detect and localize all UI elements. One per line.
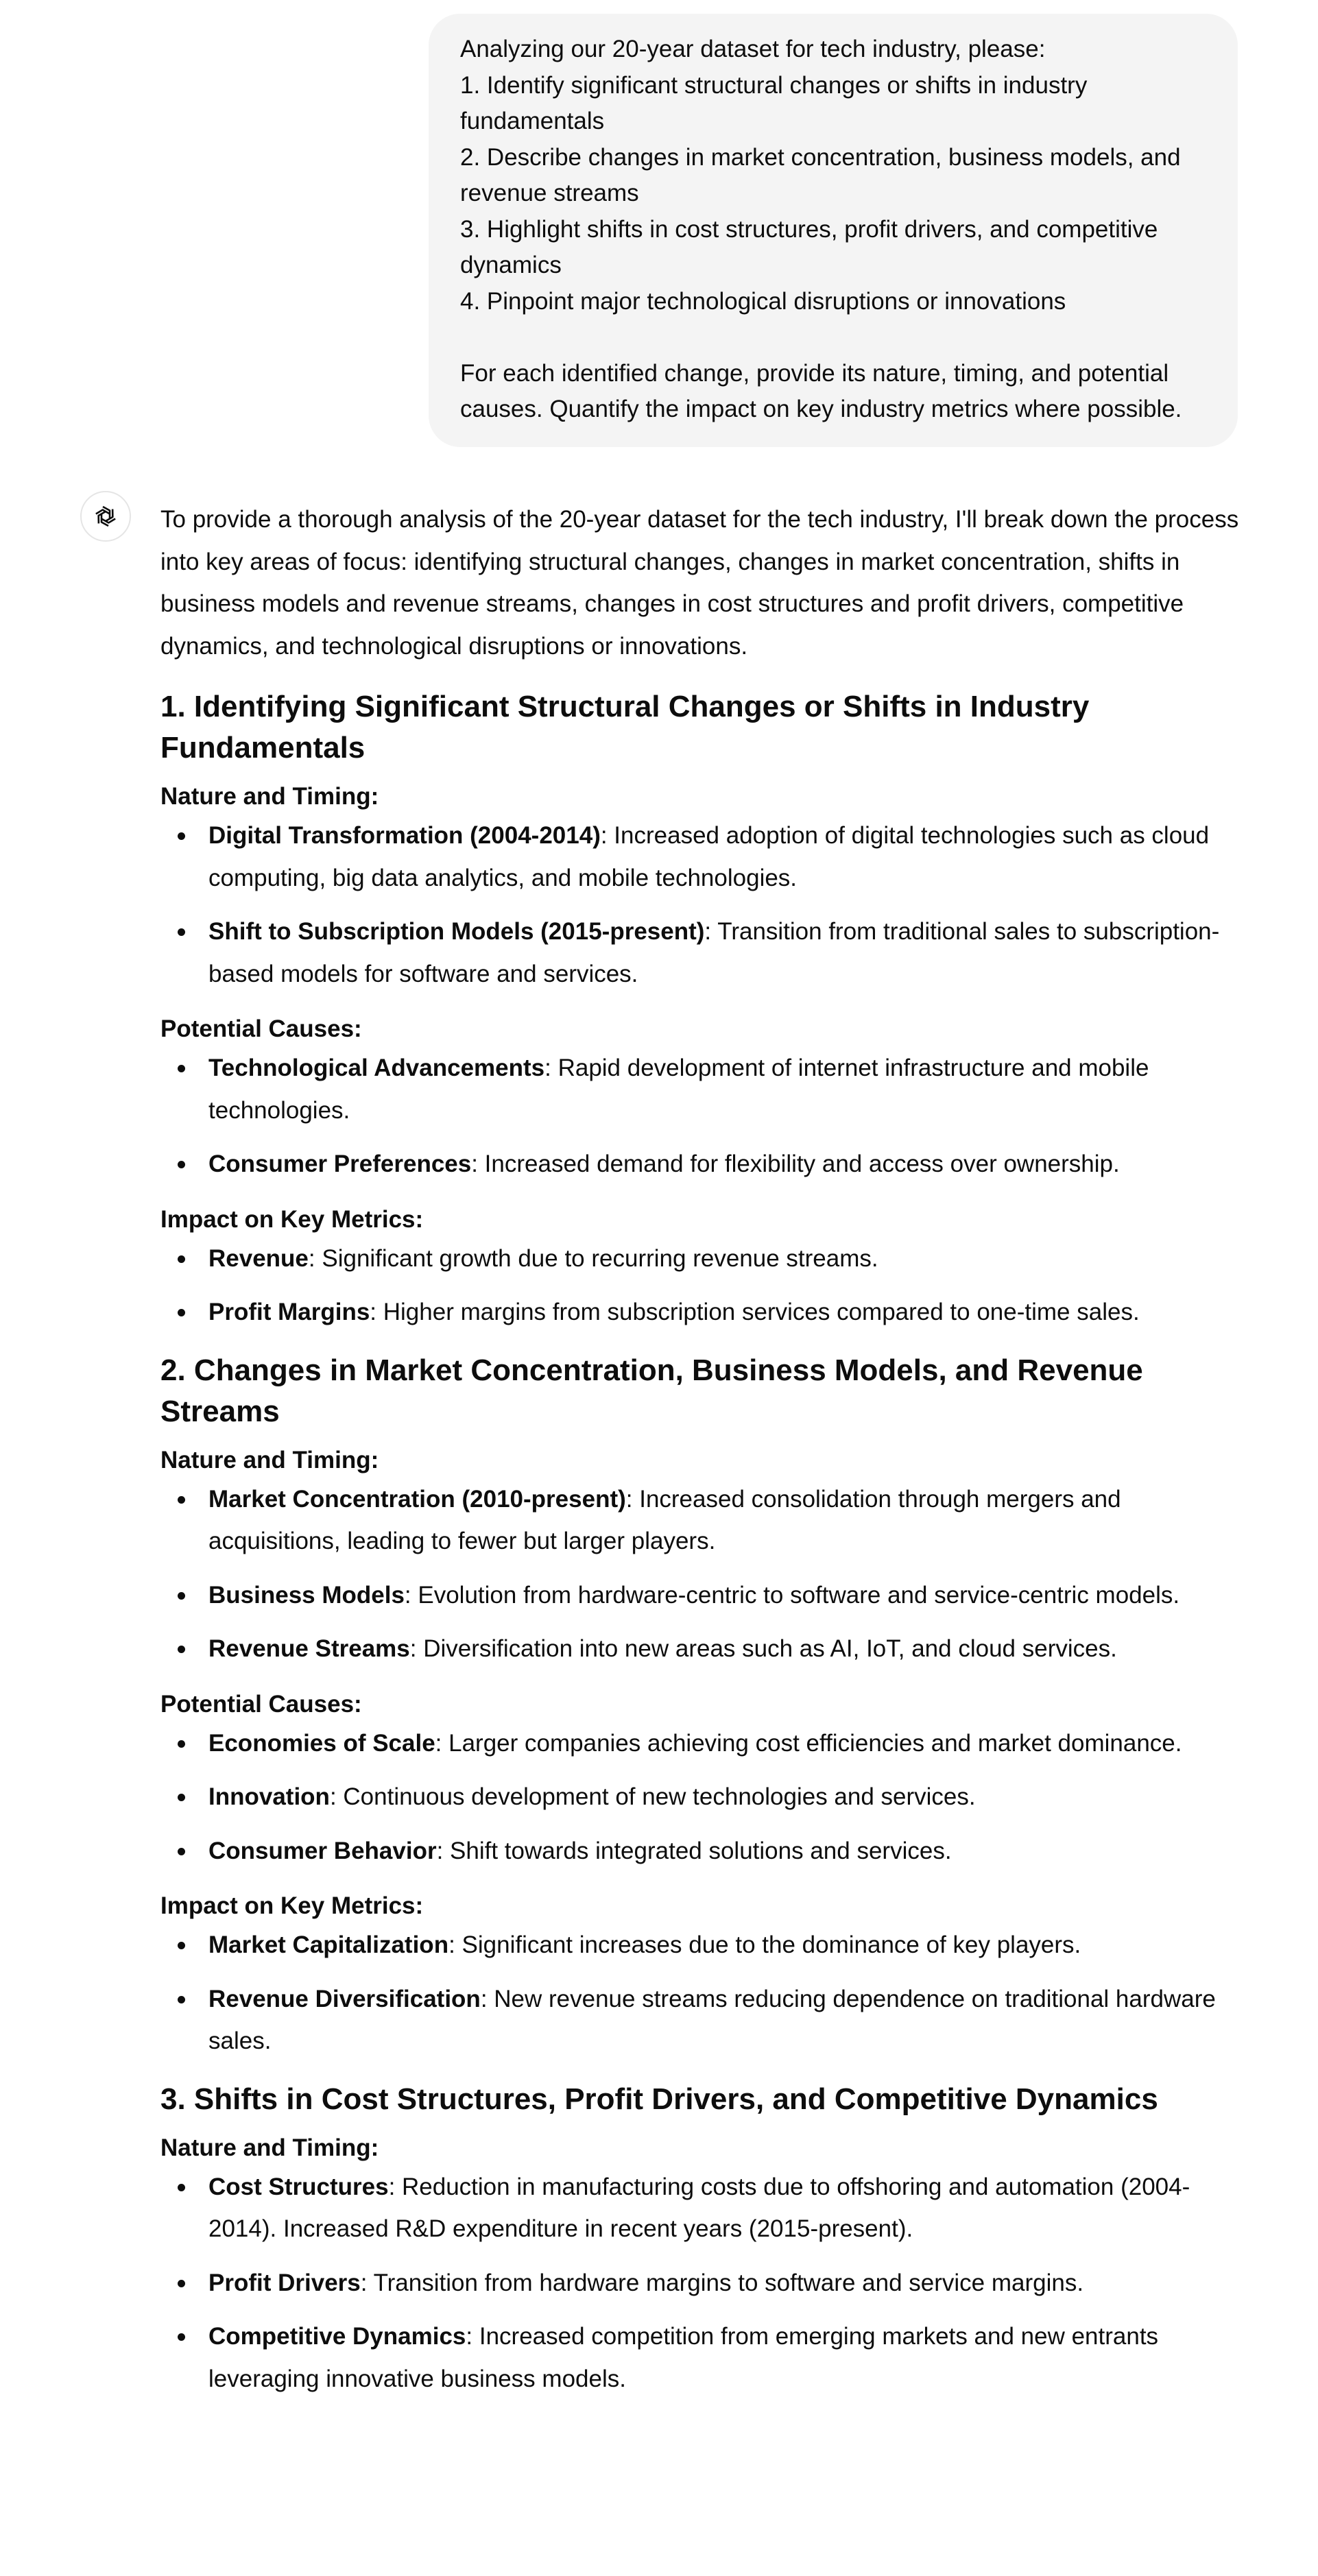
assistant-intro: To provide a thorough analysis of the 20-year dataset for the tech industry, I'll break down the process into key areas of focus: identifying structural changes, changes in market concentration, shifts in business models and revenue streams, changes in cost structures and profit drivers, competitive dynamics, and technological disruptions or innovations. xyxy=(160,506,1239,660)
list-item xyxy=(160,1830,1244,1873)
item-label: Revenue Streams xyxy=(208,1635,410,1662)
group-heading: Potential Causes: xyxy=(160,1690,362,1718)
list-item xyxy=(160,911,1244,995)
list-item xyxy=(160,2262,1244,2304)
user-message-line: fundamentals xyxy=(460,108,605,134)
item-label: Digital Transformation (2004-2014) xyxy=(208,822,601,849)
item-text: : Increased consolidation through mergers and acquisitions, leading to fewer but larger players. xyxy=(208,1485,1121,1554)
list-item xyxy=(160,1978,1244,2062)
group-heading: Impact on Key Metrics: xyxy=(160,1892,424,1919)
list-item xyxy=(160,1238,1244,1280)
item-label: Profit Margins xyxy=(208,1299,370,1325)
bullet-list xyxy=(160,1722,1244,1873)
item-label: Innovation xyxy=(208,1783,330,1810)
item-label: Market Capitalization xyxy=(208,1931,449,1958)
bullet-list xyxy=(160,2166,1244,2400)
assistant-avatar xyxy=(80,491,131,542)
section-2 xyxy=(160,1350,1244,2062)
section-title: 3. Shifts in Cost Structures, Profit Drivers, and Competitive Dynamics xyxy=(160,2082,1158,2116)
group-heading: Nature and Timing: xyxy=(160,783,379,810)
item-text: : Reduction in manufacturing costs due to offshoring and automation (2004-2014). Increased R&D expenditure in recent years (2015-present). xyxy=(208,2173,1190,2242)
section-title: 1. Identifying Significant Structural Changes or Shifts in Industry Fundamentals xyxy=(160,690,1090,765)
group-heading: Nature and Timing: xyxy=(160,2134,379,2161)
item-label: Business Models xyxy=(208,1581,405,1609)
group-heading: Impact on Key Metrics: xyxy=(160,1205,424,1233)
assistant-message xyxy=(160,498,1244,2416)
item-label: Cost Structures xyxy=(208,2173,389,2200)
item-label: Technological Advancements xyxy=(208,1055,545,1081)
list-item xyxy=(160,2166,1244,2250)
item-text: : Significant growth due to recurring revenue streams. xyxy=(308,1244,878,1272)
user-message-bubble xyxy=(429,14,1238,447)
item-text: : Diversification into new areas such as AI, IoT, and cloud services. xyxy=(409,1635,1117,1662)
list-item xyxy=(160,1478,1244,1563)
item-text: : Larger companies achieving cost efficiencies and market dominance. xyxy=(435,1729,1182,1757)
item-text: : Evolution from hardware-centric to software and service-centric models. xyxy=(404,1581,1180,1609)
user-message-line: revenue streams xyxy=(460,180,639,206)
item-label: Profit Drivers xyxy=(208,2269,361,2296)
user-message-line: Analyzing our 20-year dataset for tech industry, please: xyxy=(460,36,1046,62)
item-label: Revenue xyxy=(208,1244,309,1272)
bullet-list xyxy=(160,1047,1244,1185)
item-label: Competitive Dynamics xyxy=(208,2323,466,2350)
group-heading: Potential Causes: xyxy=(160,1015,362,1042)
list-item xyxy=(160,1047,1244,1131)
item-text: : Shift towards integrated solutions and services. xyxy=(436,1837,952,1864)
item-label: Market Concentration (2010-present) xyxy=(208,1485,626,1513)
list-item xyxy=(160,1291,1244,1334)
item-text: : New revenue streams reducing dependence on traditional hardware sales. xyxy=(208,1985,1216,2054)
item-label: Economies of Scale xyxy=(208,1729,435,1757)
user-message-line: 2. Describe changes in market concentration, business models, and xyxy=(460,143,1181,171)
section-1 xyxy=(160,686,1244,1334)
item-label: Consumer Preferences xyxy=(208,1151,472,1177)
item-text: : Higher margins from subscription services compared to one-time sales. xyxy=(370,1299,1140,1325)
item-text: : Significant increases due to the dominance of key players. xyxy=(448,1931,1081,1958)
section-3 xyxy=(160,2079,1244,2400)
list-item xyxy=(160,1924,1244,1966)
item-label: Shift to Subscription Models (2015-present) xyxy=(208,918,705,945)
item-label: Consumer Behavior xyxy=(208,1837,437,1864)
list-item xyxy=(160,815,1244,899)
user-message-line: 4. Pinpoint major technological disruptions or innovations xyxy=(460,287,1066,315)
list-item xyxy=(160,1722,1244,1765)
bullet-list xyxy=(160,1478,1244,1670)
group-heading: Nature and Timing: xyxy=(160,1446,379,1473)
list-item xyxy=(160,1574,1244,1617)
bullet-list xyxy=(160,1238,1244,1334)
user-message-line xyxy=(460,320,1206,356)
section-title: 2. Changes in Market Concentration, Business Models, and Revenue Streams xyxy=(160,1353,1143,1428)
item-text: : Transition from traditional sales to subscription-based models for software and services. xyxy=(208,918,1220,987)
item-text: : Transition from hardware margins to software and service margins. xyxy=(360,2269,1084,2296)
list-item xyxy=(160,1776,1244,1818)
list-item xyxy=(160,1143,1244,1185)
list-item xyxy=(160,1628,1244,1670)
list-item xyxy=(160,2315,1244,2400)
user-message-line: causes. Quantify the impact on key industry metrics where possible. xyxy=(460,396,1182,422)
bullet-list xyxy=(160,815,1244,995)
user-message-line: For each identified change, provide its nature, timing, and potential xyxy=(460,359,1169,387)
user-message-line: 1. Identify significant structural changes or shifts in industry xyxy=(460,71,1088,99)
openai-logo-icon xyxy=(91,501,121,531)
item-text: : Continuous development of new technologies and services. xyxy=(329,1783,976,1810)
item-text: : Increased competition from emerging markets and new entrants leveraging innovative business models. xyxy=(208,2323,1159,2392)
user-message-line: dynamics xyxy=(460,252,562,278)
bullet-list xyxy=(160,1924,1244,2062)
item-text: : Rapid development of internet infrastructure and mobile technologies. xyxy=(208,1055,1149,1124)
item-text: : Increased demand for flexibility and access over ownership. xyxy=(471,1151,1120,1177)
user-message-line: 3. Highlight shifts in cost structures, profit drivers, and competitive xyxy=(460,215,1158,243)
item-text: : Increased adoption of digital technologies such as cloud computing, big data analytics, and mobile technologies. xyxy=(208,822,1210,891)
item-label: Revenue Diversification xyxy=(208,1985,481,2012)
